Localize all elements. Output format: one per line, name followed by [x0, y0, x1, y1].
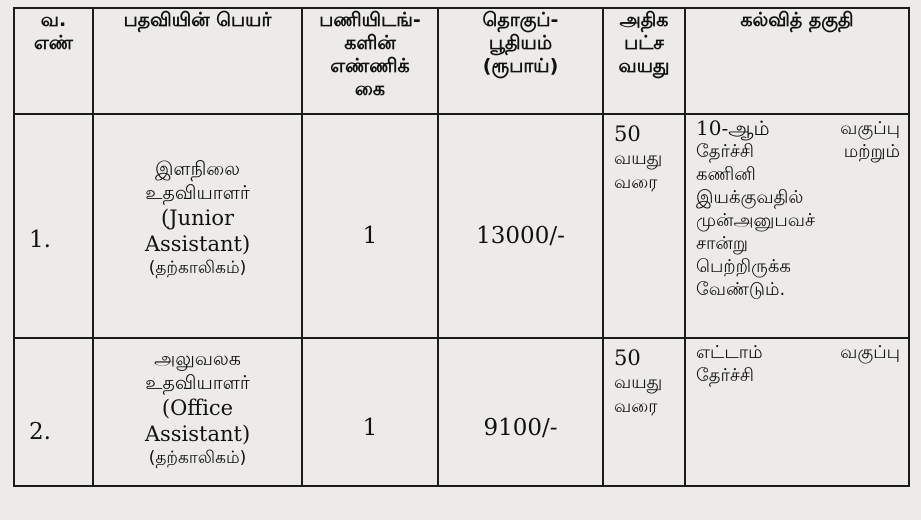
header-vacancies: பணியிடங்- களின் எண்ணிக் கை [302, 8, 438, 114]
max-age: 50 வயது வரை [614, 122, 663, 193]
serial-number: 1. [29, 227, 51, 253]
qualification: எட்டாம் வகுப்பு தேர்ச்சி [696, 342, 900, 386]
header-serial-number: வ. எண் [14, 8, 93, 114]
vacancy-count: 1 [362, 415, 378, 441]
qualification: 10-ஆம் வகுப்பு தேர்ச்சி மற்றும் கணினி இயக்குவதில் முன்அனுபவச் சான்று பெற்றிருக்க வேண்டும். [696, 116, 900, 300]
header-pay: தொகுப்- பூதியம் (ரூபாய்) [438, 8, 603, 114]
table-row [14, 338, 909, 486]
header-max-age: அதிக பட்ச வயது [603, 8, 685, 114]
header-qualification: கல்வித் தகுதி [685, 8, 909, 114]
table-row [14, 114, 909, 338]
header-post-name: பதவியின் பெயர் [93, 8, 302, 114]
pay-amount: 13000/- [476, 223, 565, 249]
post-name: இளநிலை உதவியாளர் (Junior Assistant) (தற்காலிகம்) [144, 158, 251, 278]
table-header-row [14, 8, 909, 114]
pay-amount: 9100/- [483, 415, 558, 441]
vacancy-table [13, 7, 910, 487]
post-name: அலுவலக உதவியாளர் (Office Assistant) (தற்காலிகம்) [144, 348, 251, 468]
max-age: 50 வயது வரை [614, 346, 663, 417]
vacancy-count: 1 [362, 223, 378, 249]
serial-number: 2. [29, 419, 51, 445]
